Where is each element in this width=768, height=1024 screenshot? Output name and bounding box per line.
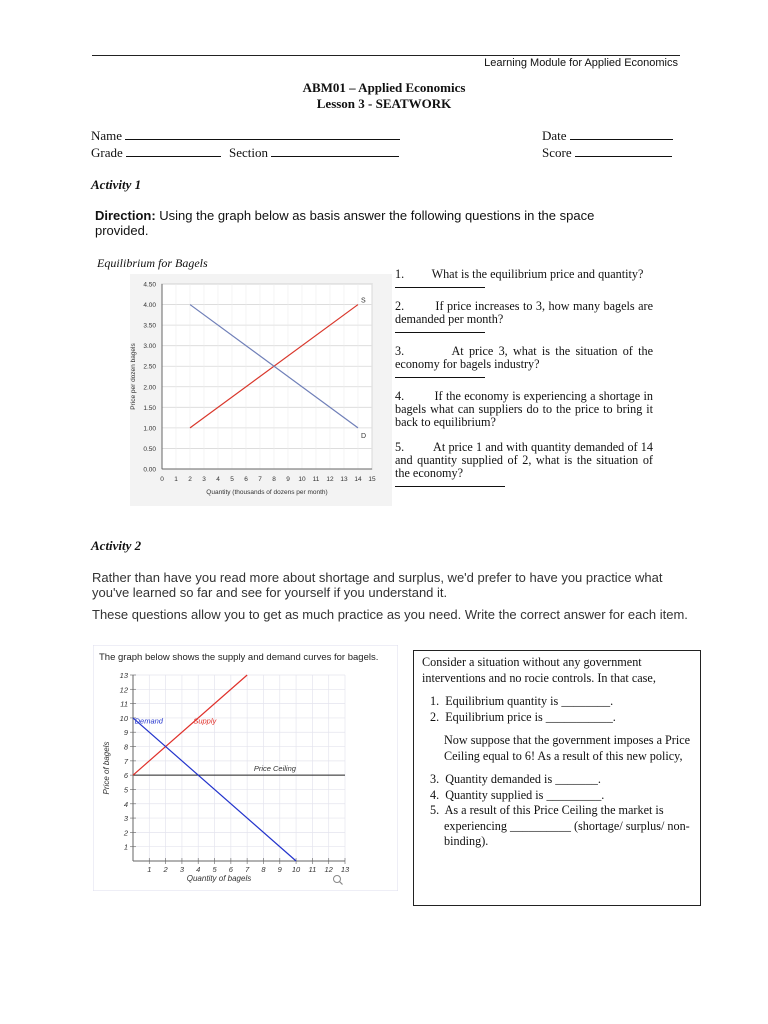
name-label: Name [91,128,123,143]
chart2-y-tick-label: 13 [119,671,128,680]
chart1-x-tick-label: 0 [160,476,164,483]
score-field[interactable] [542,145,672,161]
chart2-title: The graph below shows the supply and demand curves for bagels. [99,652,379,663]
box-list-1 [422,694,692,725]
box-mid: Now suppose that the government imposes a Price Ceiling equal to 6! As a result of this new policy, [444,733,691,763]
chart2-y-tick-label: 11 [120,699,128,709]
chart1-y-tick-label: 2.00 [143,384,156,392]
activity2-para2: These questions allow you to get as much practice as you need. Write the correct answer for each item. [92,607,688,622]
chart2-y-tick-label: 2 [123,828,128,838]
chart2-x-tick-label: 7 [245,865,250,874]
chart1-y-tick-label: 1.00 [143,425,156,433]
chart1-grid [162,284,372,469]
direction-text [95,208,640,238]
box-list-2 [422,772,692,850]
answer-line-3[interactable] [395,371,485,378]
chart1-x-tick-label: 15 [368,476,376,483]
grade-blank[interactable] [126,145,221,157]
direction-body: Using the graph below as basis answer the following questions in the space provided. [95,208,595,238]
answer-line-1[interactable] [395,281,485,288]
chart1-x-tick-label: 3 [202,476,206,483]
box-item-4: 4. Quantity supplied is _________. [430,787,605,802]
chart2-y-tick-label: 12 [119,685,128,695]
chart2-demand-label: Demand [134,716,163,726]
chart1-x-tick-label: 2 [188,476,192,483]
activity2-para1: Rather than have you read more about shortage and surplus, we'd prefer to have you practice what you've learned so far and see for yourself if you understand it. [92,570,663,600]
module-title: Learning Module for Applied Economics [484,57,678,69]
activity2-heading: Activity 2 [91,538,142,553]
chart1-x-label: Quantity (thousands of dozens per month) [206,489,328,496]
chart1-x-tick-label: 7 [258,476,262,483]
chart2-x-tick-label: 5 [212,865,217,874]
lesson-title: Lesson 3 - SEATWORK [316,96,452,111]
question-1: 1. What is the equilibrium price and quantity? [395,268,653,288]
chart2-y-tick-label: 6 [123,771,128,781]
chart1-x-tick-label: 5 [230,476,234,483]
chart1-y-label: Price per dozen bagels [130,343,137,410]
chart1-y-tick-label: 0.00 [143,466,156,474]
chart2-x-tick-label: 3 [179,865,185,874]
chart2-price-ceiling-label: Price Ceiling [253,764,296,774]
chart2-x-tick-label: 10 [291,865,301,874]
answer-line-5[interactable] [395,480,505,487]
activity1-questions [395,268,653,499]
chart2-y-tick-label: 7 [123,756,128,766]
question-5: 5. At price 1 and with quantity demanded of 14 and quantity supplied of 2, what is the situation of the economy? [395,441,653,487]
chart2-x-tick-label: 4 [196,865,201,874]
chart2-price-ceiling [93,645,398,891]
chart2-frame [93,645,398,891]
chart2-supply-label: Supply [193,716,217,726]
chart2-x-label: Quantity of bagels [186,874,252,883]
grade-label: Grade [91,145,123,160]
question-2: 2. If price increases to 3, how many bagels are demanded per month? [395,300,653,333]
chart2-y-tick-label: 10 [119,713,128,723]
course-title: ABM01 – Applied Economics [302,80,466,95]
chart2-y-tick-label: 9 [123,728,128,738]
chart2-x-tick-label: 6 [228,865,233,874]
grade-field[interactable] [91,145,221,161]
chart1-y-tick-label: 3.50 [143,322,156,330]
chart2-y-tick-label: 5 [123,785,128,795]
chart2-x-tick-label: 13 [340,865,350,874]
chart2-y-tick-label: 3 [123,814,128,824]
chart2-x-tick-label: 2 [163,865,168,874]
score-label: Score [542,145,572,160]
section-label: Section [229,145,268,160]
chart1-title: Equilibrium for Bagels [97,256,208,270]
chart2-y-tick-label: 4 [123,799,128,809]
chart1-x-tick-label: 9 [286,476,290,483]
chart1-y-tick-label: 4.00 [143,302,156,310]
chart2-y-label: Price of bagels [102,741,111,795]
chart1-x-tick-label: 6 [244,476,248,483]
date-field[interactable] [542,128,673,144]
chart1-series-label-S: S [361,297,366,305]
chart1-y-tick-label: 4.50 [143,281,156,289]
answer-line-2[interactable] [395,326,485,333]
chart2-x-tick-label: 11 [308,865,317,874]
box-item-5: 5. As a result of this Price Ceiling the market is experiencing __________ (shortage/ surplus/ non-binding). [430,803,690,848]
box-item-2: 2. Equilibrium price is ___________. [430,709,616,724]
direction-label: Direction: [95,208,156,223]
chart1-x-tick-label: 8 [272,476,276,483]
date-blank[interactable] [570,128,673,140]
chart2-x-tick-label: 1 [147,865,152,874]
chart1-series-label-D: D [361,432,367,440]
score-blank[interactable] [575,145,672,157]
box-item-3: 3. Quantity demanded is _______. [430,772,601,786]
chart1-y-tick-label: 3.00 [143,343,156,351]
chart1-y-tick-label: 1.50 [143,404,156,412]
question-4: 4. If the economy is experiencing a shortage in bagels what can suppliers do to the price to bring it back to equilibrium? [395,389,653,429]
name-blank[interactable] [125,128,400,140]
chart1-x-tick-label: 10 [298,476,306,483]
box-item-1: 1. Equilibrium quantity is ________. [430,694,614,708]
date-label: Date [542,128,567,143]
box-intro: Consider a situation without any government interventions and no rocie controls. In that case, [422,655,656,685]
chart1-x-tick-label: 11 [312,476,320,483]
chart2-x-tick-label: 12 [324,865,333,874]
chart1-y-tick-label: 0.50 [143,445,156,453]
chart1-y-tick-label: 2.50 [143,363,156,371]
chart1-plot-area [162,284,372,469]
section-blank[interactable] [271,145,399,157]
chart1-x-tick-label: 12 [326,476,334,483]
chart1-equilibrium [122,274,392,506]
name-field[interactable] [91,128,400,144]
chart2-x-tick-label: 9 [277,865,282,874]
chart1-x-tick-label: 1 [174,476,178,483]
chart2-y-tick-label: 8 [123,742,128,752]
chart1-x-tick-label: 14 [354,476,362,483]
activity2-questions-box [413,650,701,906]
section-field[interactable] [229,145,399,161]
chart1-x-tick-label: 4 [216,476,220,483]
header-rule [92,55,680,56]
question-3: 3. At price 3, what is the situation of the economy for bagels industry? [395,345,653,378]
activity1-heading: Activity 1 [91,177,142,192]
chart1-x-tick-label: 13 [340,476,348,483]
chart2-x-tick-label: 8 [261,865,266,874]
chart2-y-tick-label: 1 [123,842,128,852]
